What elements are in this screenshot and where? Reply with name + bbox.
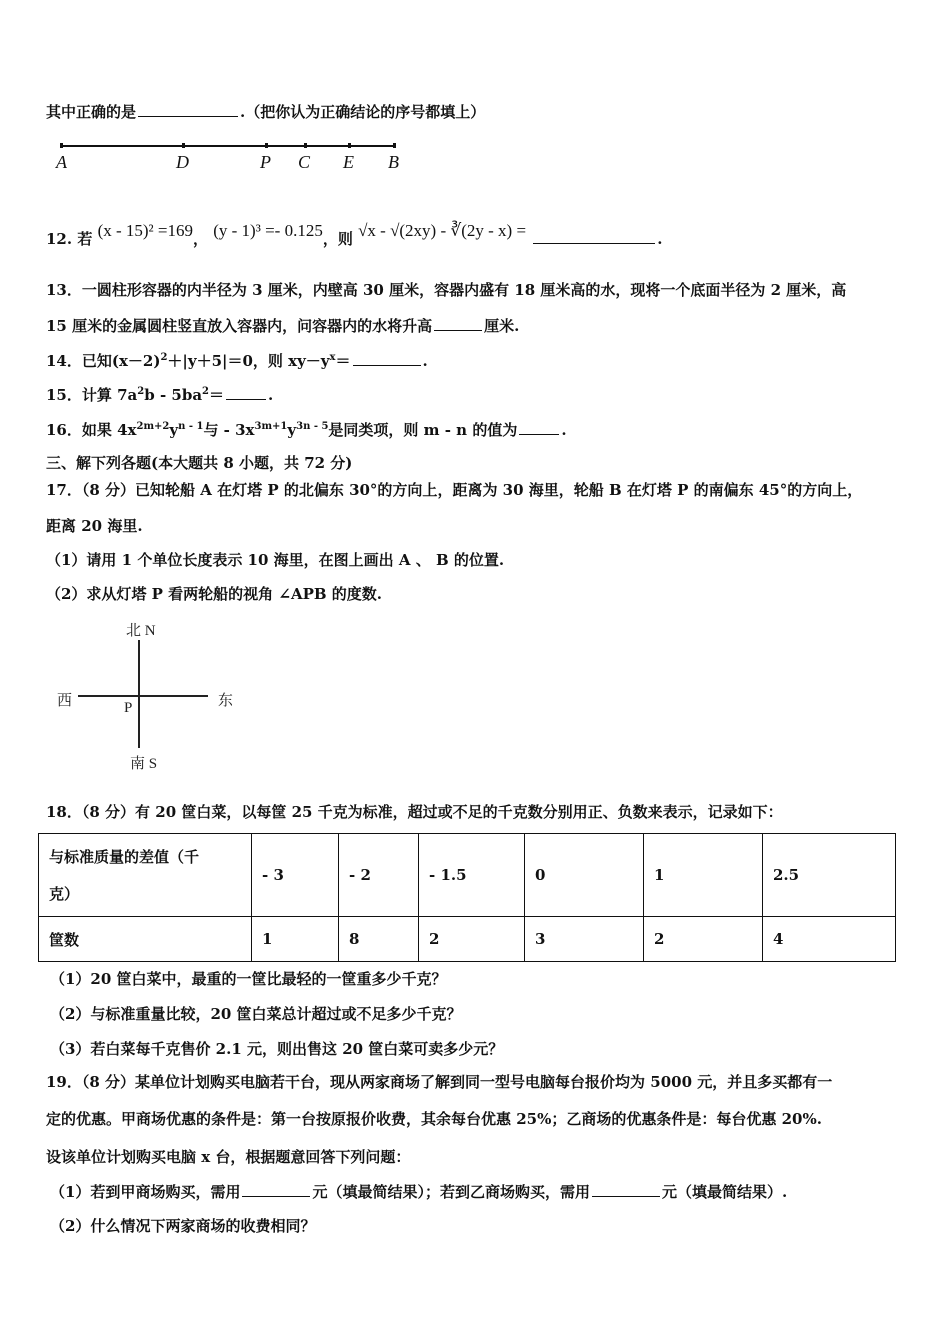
compass-west-label: 西 bbox=[57, 693, 73, 709]
q12-answer-blank[interactable] bbox=[533, 229, 655, 244]
question-13-line-2 bbox=[46, 316, 519, 336]
q11-suffix: .（把你认为正确结论的序号都填上） bbox=[240, 103, 486, 121]
q12-equation-2: (y - 1)³ =- 0.125 bbox=[213, 221, 323, 240]
q16-exp-2: n - 1 bbox=[178, 421, 204, 432]
q12-expression: √x - √(2xy) - ∛(2y - x) = bbox=[358, 221, 527, 240]
header-line-2: 克） bbox=[49, 885, 80, 903]
table-cell: 3 bbox=[525, 917, 644, 962]
q16-part-b: y bbox=[169, 421, 179, 439]
question-14: 14．已知$(x-2)^2+|y+5|=0$，则 $xy-y^x=$ . bbox=[46, 352, 428, 370]
q16-exp-1: 2m+2 bbox=[136, 421, 170, 432]
q12-end: . bbox=[657, 230, 663, 248]
question-17-sub-2: （2）求从灯塔 P 看两轮船的视角 ∠APB 的度数. bbox=[46, 585, 382, 603]
q12-equation-1: (x - 15)² =169 bbox=[97, 221, 193, 240]
table-cell: 2 bbox=[419, 917, 525, 962]
tick-d bbox=[182, 143, 185, 148]
point-label-a: A bbox=[56, 152, 67, 172]
table-row-difference bbox=[39, 834, 896, 917]
table-cell: - 2 bbox=[339, 834, 419, 917]
q19-blank-yi[interactable] bbox=[592, 1182, 660, 1197]
question-19-sub-2: （2）什么情况下两家商场的收费相同？ bbox=[50, 1217, 316, 1235]
q12-then: ，则 bbox=[322, 230, 353, 248]
q19-sub1-part-b: 元（填最简结果）；若到乙商场购买，需用 bbox=[312, 1183, 590, 1201]
q14-answer-blank[interactable] bbox=[353, 351, 421, 366]
tick-a bbox=[60, 143, 63, 148]
tick-c bbox=[304, 143, 307, 148]
q19-blank-jia[interactable] bbox=[242, 1182, 310, 1197]
tick-b bbox=[393, 143, 396, 148]
q13-text: 15 厘米的金属圆柱竖直放入容器内，问容器内的水将升高 bbox=[46, 317, 433, 335]
tick-p bbox=[265, 143, 268, 148]
line-segment-diagram bbox=[60, 145, 396, 147]
q13-unit: 厘米. bbox=[484, 317, 520, 335]
compass-center-label: P bbox=[124, 700, 133, 716]
north-south-axis bbox=[138, 640, 140, 748]
question-19-line-2: 定的优惠。甲商场优惠的条件是：第一台按原报价收费，其余每台优惠 25%；乙商场的优惠条件是：每台优惠 20%. bbox=[46, 1110, 822, 1128]
table-cell: - 3 bbox=[252, 834, 339, 917]
q14-part-a: 14．已知(x－2) bbox=[46, 352, 161, 370]
question-18-sub-1: （1）20 筐白菜中，最重的一筐比最轻的一筐重多少千克？ bbox=[50, 970, 447, 988]
q16-end: . bbox=[561, 421, 567, 439]
section-3-heading: 三、解下列各题(本大题共 8 小题，共 72 分) bbox=[46, 454, 353, 472]
q14-part-b: ＋|y＋5|＝0，则 xy－y bbox=[167, 352, 330, 370]
q14-part-c: ＝ bbox=[335, 352, 351, 370]
q19-sub1-part-a: （1）若到甲商场购买，需用 bbox=[50, 1183, 241, 1201]
q12-number: 12. 若 bbox=[46, 230, 93, 248]
q15-part-c: ＝ bbox=[209, 386, 225, 404]
q16-part-c: 与 - 3x bbox=[203, 421, 255, 439]
q15-answer-blank[interactable] bbox=[226, 385, 266, 400]
point-label-d: D bbox=[176, 152, 189, 172]
question-17-line-1: 17．（8 分）已知轮船 A 在灯塔 P 的北偏东 30°的方向上，距离为 30 海里，轮船 B 在灯塔 P 的南偏东 45°的方向上， bbox=[46, 481, 863, 499]
q15-part-b: b - 5ba bbox=[144, 386, 203, 404]
question-16 bbox=[46, 420, 567, 440]
q16-part-e: 是同类项，则 m - n 的值为 bbox=[328, 421, 518, 439]
table-cell: 8 bbox=[339, 917, 419, 962]
table-cell: 2 bbox=[644, 917, 763, 962]
question-17-line-2: 距离 20 海里. bbox=[46, 517, 143, 535]
compass-north-label: 北 N bbox=[126, 623, 156, 639]
compass-south-label: 南 S bbox=[130, 756, 158, 772]
point-label-p: P bbox=[260, 152, 271, 172]
header-line-1: 与标准质量的差值（千 bbox=[49, 848, 200, 866]
question-19-line-1: 19．（8 分）某单位计划购买电脑若干台，现从两家商场了解到同一型号电脑每台报价均为 5000 元，并且多买都有一 bbox=[46, 1073, 833, 1091]
cabbage-weight-table bbox=[38, 833, 896, 962]
question-18-sub-3: （3）若白菜每千克售价 2.1 元，则出售这 20 筐白菜可卖多少元？ bbox=[50, 1040, 504, 1058]
question-17-sub-1: （1）请用 1 个单位长度表示 10 海里，在图上画出 A 、 B 的位置. bbox=[46, 551, 505, 569]
question-13-line-1: 13．一圆柱形容器的内半径为 3 厘米，内壁高 30 厘米，容器内盛有 18 厘米高的水，现将一个底面半径为 2 厘米，高 bbox=[46, 281, 847, 299]
table-header-count: 筐数 bbox=[39, 917, 252, 962]
question-12 bbox=[46, 221, 663, 249]
question-15: 15．计算 $7a^2b - 5ba^2=$ . bbox=[46, 386, 274, 404]
question-19-sub-1 bbox=[50, 1182, 787, 1202]
question-19-line-3: 设该单位计划购买电脑 x 台，根据题意回答下列问题： bbox=[46, 1148, 411, 1166]
q12-sep: ， bbox=[192, 230, 208, 248]
table-cell: 2.5 bbox=[763, 834, 896, 917]
question-18-intro: 18．（8 分）有 20 筐白菜，以每筐 25 千克为标准，超过或不足的千克数分别用正、负数来表示，记录如下： bbox=[46, 803, 783, 821]
tick-e bbox=[348, 143, 351, 148]
compass-east-label: 东 bbox=[218, 693, 234, 709]
q14-end: . bbox=[422, 352, 428, 370]
q13-answer-blank[interactable] bbox=[434, 316, 482, 331]
q16-exp-3: 3m+1 bbox=[254, 421, 288, 432]
q19-sub1-part-c: 元（填最简结果）. bbox=[661, 1183, 788, 1201]
point-label-e: E bbox=[343, 152, 354, 172]
q11-answer-line bbox=[46, 102, 485, 122]
table-cell: - 1.5 bbox=[419, 834, 525, 917]
table-header-difference bbox=[39, 834, 252, 917]
q16-exp-4: 3n - 5 bbox=[296, 421, 329, 432]
point-label-b: B bbox=[388, 152, 399, 172]
q16-answer-blank[interactable] bbox=[519, 420, 559, 435]
table-cell: 1 bbox=[252, 917, 339, 962]
table-cell: 1 bbox=[644, 834, 763, 917]
q15-part-a: 15．计算 7a bbox=[46, 386, 138, 404]
question-18-sub-2: （2）与标准重量比较，20 筐白菜总计超过或不足多少千克？ bbox=[50, 1005, 462, 1023]
q16-part-a: 16．如果 4x bbox=[46, 421, 137, 439]
q15-end: . bbox=[268, 386, 274, 404]
west-east-axis bbox=[78, 695, 208, 697]
table-row-count bbox=[39, 917, 896, 962]
q16-part-d: y bbox=[287, 421, 297, 439]
q11-prefix: 其中正确的是 bbox=[46, 103, 137, 121]
point-label-c: C bbox=[298, 152, 311, 172]
table-cell: 0 bbox=[525, 834, 644, 917]
table-cell: 4 bbox=[763, 917, 896, 962]
q11-answer-blank[interactable] bbox=[138, 102, 238, 117]
